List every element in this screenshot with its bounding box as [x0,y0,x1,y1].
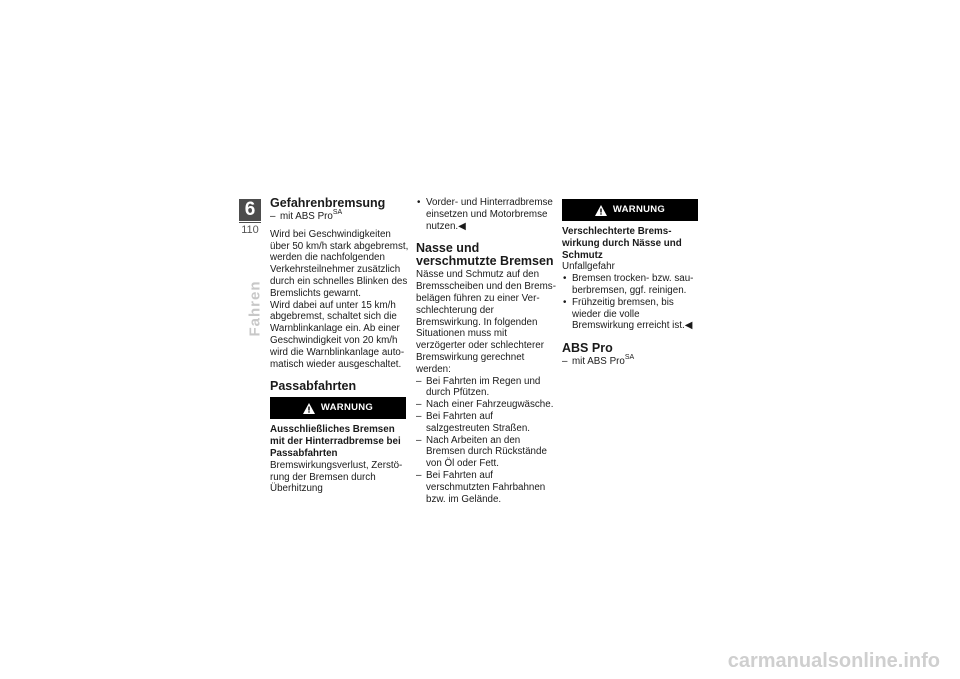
list-item: – mit ABS Pro$^{SA}$ [270,211,410,223]
warning-label: WARNUNG [612,204,666,216]
chapter-number: 6 [239,199,261,221]
list-item: – Bei Fahrten auf verschmutzten Fahrbahnen bzw. im Gelände. [416,470,556,505]
list-item: • Bremsen trocken- bzw. sauberbremsen, ggf. reinigen. [562,273,702,297]
column-2 [416,197,556,505]
heading-abs-pro: ABS Pro [562,341,613,356]
sa-superscript: SA [332,209,343,216]
warning-banner [562,199,698,221]
paragraph: Wird bei Geschwindigkeiten über 50 km/h stark abgebremst, werden die nachfolgenden Verkehrsteilnehmer zusätzlich durch ein schnelles Blinken des Bremslichts gewarnt. [270,228,409,299]
warning-subtitle: Unfallgefahr [562,261,615,273]
warning-triangle-icon [595,205,607,216]
list-item: – Nach einer Fahrzeugwäsche. [416,399,556,411]
heading-nasse-bremsen: Nasse und verschmutzte Bremsen [416,241,554,269]
list-item: – Bei Fahrten auf salzgestreuten Straßen. [416,411,556,435]
warning-label: WARNUNG [320,402,374,414]
feature-note [562,356,702,368]
list-item: – Bei Fahrten im Regen und durch Pfützen. [416,376,556,400]
chapter-title: Fahren [246,280,264,337]
warning-text: Bremswirkungsverlust, Zerstörung der Bremsen durch Überhitzung [270,459,403,495]
list-item: • Vorder- und Hinterradbremse einsetzen und Motorbremse nutzen.◀ [416,197,556,232]
bullet-list [562,273,702,332]
sa-superscript: SA [624,354,635,362]
warning-title: Ausschließliches Bremsen mit der Hinterradbremse bei Passabfahrten [270,424,401,459]
warning-banner [270,397,406,419]
watermark: carmanualsonline.info [727,650,940,672]
paragraph: Wird dabei auf unter 15 km/h abgebremst, schaltet sich die Warnblinkanlage ein. Ab einer Geschwindigkeit von 20 km/h wird die Warnblinkanlage automatisch wieder ausgeschaltet. [270,299,405,370]
heading-gefahrenbremsung: Gefahrenbremsung [270,196,386,210]
list-item: – mit ABS Pro$^{SA}$ [562,356,702,368]
paragraph: Nässe und Schmutz auf den Bremsscheiben und den Bremsbelägen führen zu einer Verschlechterung der Bremswirkung. In folgenden Situationen muss mit verzögerter oder schlechterer Bremswirkung gerechnet werden: [416,269,556,375]
warning-title: Verschlechterte Bremswirkung durch Nässe und Schmutz [562,226,682,261]
situations-list [416,376,556,506]
warning-triangle-icon [303,403,315,414]
chapter-divider [239,222,261,223]
feature-note [270,211,410,223]
bullet-list [416,197,556,232]
heading-passabfahrten: Passabfahrten [270,379,357,394]
column-1 [270,197,410,495]
column-3 [562,197,702,368]
page-number: 110 [241,224,259,236]
list-item: • Frühzeitig bremsen, bis wieder die volle Bremswirkung erreicht ist.◀ [562,297,702,332]
list-item: – Nach Arbeiten an den Bremsen durch Rückstände von Öl oder Fett. [416,435,556,470]
